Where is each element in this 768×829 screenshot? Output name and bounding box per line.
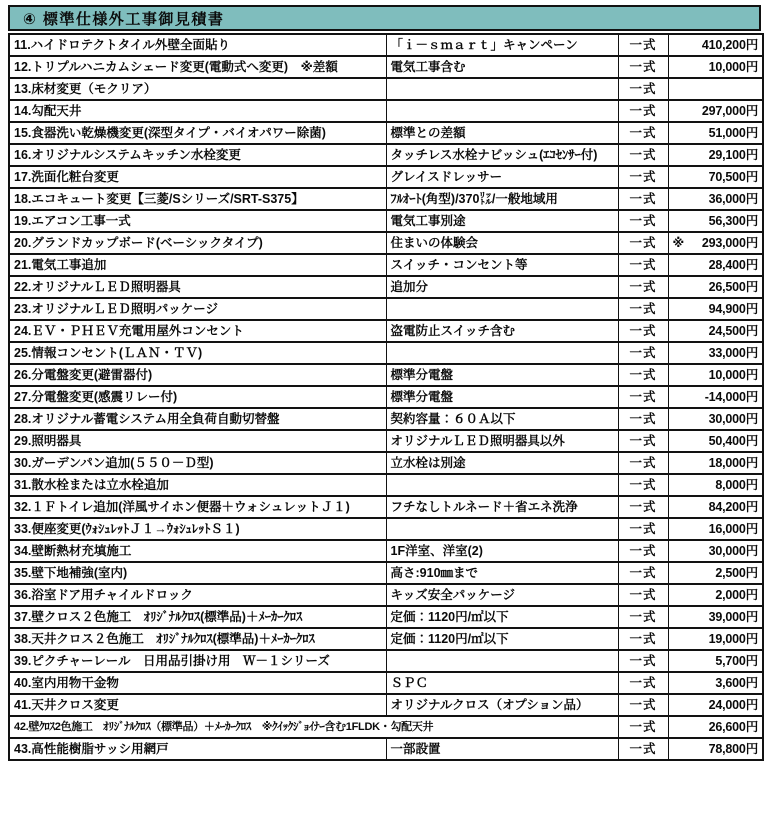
price-cell: [668, 364, 763, 386]
unit-cell: 一式: [618, 628, 668, 650]
price-wrap: [673, 475, 759, 495]
item-cell: 26.分電盤変更(避雷器付): [9, 364, 386, 386]
unit-cell: 一式: [618, 34, 668, 56]
price-wrap: [673, 123, 759, 143]
price-wrap: [673, 585, 759, 605]
price-cell: [668, 56, 763, 78]
price-cell: [668, 694, 763, 716]
unit-cell: 一式: [618, 584, 668, 606]
unit-cell: 一式: [618, 496, 668, 518]
price-cell: [668, 738, 763, 760]
table-row: [9, 122, 763, 144]
price-cell: [668, 672, 763, 694]
unit-cell: 一式: [618, 100, 668, 122]
price-wrap: [673, 299, 759, 319]
note-cell: [386, 518, 618, 540]
price-amount: 84,200円: [708, 500, 758, 514]
item-cell: 31.散水栓または立水栓追加: [9, 474, 386, 496]
price-wrap: [673, 563, 759, 583]
table-row: [9, 408, 763, 430]
item-cell: 14.勾配天井: [9, 100, 386, 122]
price-cell: [668, 122, 763, 144]
note-cell: フチなしトルネード＋省エネ洗浄: [386, 496, 618, 518]
note-cell: ＳＰＣ: [386, 672, 618, 694]
price-wrap: [673, 387, 759, 407]
price-wrap: [673, 453, 759, 473]
item-cell: 40.室内用物干金物: [9, 672, 386, 694]
price-cell: [668, 628, 763, 650]
note-cell: 定価：1120円/㎡以下: [386, 606, 618, 628]
item-cell: 38.天井クロス２色施工 ｵﾘｼﾞﾅﾙｸﾛｽ(標準品)＋ﾒｰｶｰｸﾛｽ: [9, 628, 386, 650]
item-cell: 20.グランドカップボード(ベーシックタイプ): [9, 232, 386, 254]
note-cell: [386, 474, 618, 496]
price-cell: [668, 254, 763, 276]
price-amount: 50,400円: [708, 434, 758, 448]
table-row: [9, 364, 763, 386]
item-cell: 34.壁断熱材充填施工: [9, 540, 386, 562]
unit-cell: 一式: [618, 474, 668, 496]
price-amount: 30,000円: [708, 544, 758, 558]
table-row: [9, 672, 763, 694]
price-cell: [668, 716, 763, 738]
price-amount: 39,000円: [708, 610, 758, 624]
price-cell: [668, 144, 763, 166]
unit-cell: 一式: [618, 188, 668, 210]
item-cell: 41.天井クロス変更: [9, 694, 386, 716]
price-cell: [668, 232, 763, 254]
price-amount: 26,600円: [708, 720, 758, 734]
table-row: [9, 298, 763, 320]
unit-cell: 一式: [618, 672, 668, 694]
price-cell: [668, 320, 763, 342]
note-cell: 標準分電盤: [386, 386, 618, 408]
price-amount: 2,000円: [715, 588, 758, 602]
note-cell: ﾌﾙｵｰﾄ(角型)/370㍑/一般地域用: [386, 188, 618, 210]
price-cell: [668, 540, 763, 562]
price-wrap: [673, 101, 759, 121]
price-amount: 24,500円: [708, 324, 758, 338]
note-cell: 電気工事含む: [386, 56, 618, 78]
item-cell: 12.トリプルハニカムシェード変更(電動式へ変更) ※差額: [9, 56, 386, 78]
unit-cell: 一式: [618, 562, 668, 584]
table-row: [9, 254, 763, 276]
item-cell: 17.洗面化粧台変更: [9, 166, 386, 188]
price-cell: [668, 496, 763, 518]
price-wrap: [673, 629, 759, 649]
table-row: [9, 100, 763, 122]
price-amount: 297,000円: [701, 104, 758, 118]
table-row: [9, 452, 763, 474]
item-cell: 15.食器洗い乾燥機変更(深型タイプ・バイオパワー除菌): [9, 122, 386, 144]
note-cell: [386, 650, 618, 672]
note-cell: タッチレス水栓ナビッシュ(ｴｺｾﾝｻｰ付): [386, 144, 618, 166]
table-row: [9, 232, 763, 254]
unit-cell: 一式: [618, 694, 668, 716]
note-cell: スイッチ・コンセント等: [386, 254, 618, 276]
item-cell: 27.分電盤変更(感震リレー付): [9, 386, 386, 408]
price-cell: [668, 276, 763, 298]
price-wrap: [673, 497, 759, 517]
price-wrap: [673, 277, 759, 297]
estimate-table: [8, 33, 764, 761]
price-amount: 10,000円: [708, 60, 758, 74]
price-cell: [668, 606, 763, 628]
note-cell: 「ｉ－ｓｍａｒｔ」キャンペーン: [386, 34, 618, 56]
unit-cell: 一式: [618, 166, 668, 188]
unit-cell: 一式: [618, 540, 668, 562]
table-row: [9, 166, 763, 188]
unit-cell: 一式: [618, 452, 668, 474]
note-cell: 高さ:910㎜まで: [386, 562, 618, 584]
section-header: [8, 5, 761, 31]
item-cell: 22.オリジナルＬＥＤ照明器具: [9, 276, 386, 298]
unit-cell: 一式: [618, 606, 668, 628]
price-amount: 293,000円: [701, 236, 758, 250]
item-cell: 30.ガーデンパン追加(５５０－Ｄ型): [9, 452, 386, 474]
note-cell: 立水栓は別途: [386, 452, 618, 474]
price-wrap: [673, 673, 759, 693]
unit-cell: 一式: [618, 342, 668, 364]
note-cell: キッズ安全パッケージ: [386, 584, 618, 606]
price-wrap: [673, 431, 759, 451]
price-amount: 56,300円: [708, 214, 758, 228]
price-amount: 2,500円: [715, 566, 758, 580]
table-row: [9, 342, 763, 364]
unit-cell: 一式: [618, 364, 668, 386]
unit-cell: 一式: [618, 320, 668, 342]
item-cell: 18.エコキュート変更【三菱/Sシリーズ/SRT-S375】: [9, 188, 386, 210]
table-row: [9, 628, 763, 650]
unit-cell: 一式: [618, 122, 668, 144]
price-amount: 36,000円: [708, 192, 758, 206]
table-row: [9, 584, 763, 606]
price-cell: [668, 452, 763, 474]
price-amount: 16,000円: [708, 522, 758, 536]
unit-cell: 一式: [618, 650, 668, 672]
table-row: [9, 716, 763, 738]
price-wrap: [673, 717, 759, 737]
price-cell: [668, 562, 763, 584]
price-cell: [668, 584, 763, 606]
price-cell: [668, 78, 763, 100]
price-wrap: [673, 365, 759, 385]
price-wrap: [673, 167, 759, 187]
price-cell: [668, 408, 763, 430]
price-wrap: [673, 695, 759, 715]
unit-cell: 一式: [618, 716, 668, 738]
unit-cell: 一式: [618, 298, 668, 320]
table-row: [9, 276, 763, 298]
price-wrap: [673, 255, 759, 275]
price-amount: 3,600円: [715, 676, 758, 690]
item-cell: 19.エアコン工事一式: [9, 210, 386, 232]
price-cell: [668, 518, 763, 540]
item-cell: 33.便座変更(ｳｫｼｭﾚｯﾄＪ１→ｳｫｼｭﾚｯﾄＳ１): [9, 518, 386, 540]
note-cell: [386, 342, 618, 364]
item-cell: 43.高性能樹脂サッシ用網戸: [9, 738, 386, 760]
price-amount: 410,200円: [701, 38, 758, 52]
table-row: [9, 430, 763, 452]
item-cell: 21.電気工事追加: [9, 254, 386, 276]
note-cell: グレイスドレッサー: [386, 166, 618, 188]
table-row: [9, 386, 763, 408]
item-cell: 29.照明器具: [9, 430, 386, 452]
note-cell: [386, 298, 618, 320]
item-cell: 35.壁下地補強(室内): [9, 562, 386, 584]
item-cell: 32.１Ｆトイレ追加(洋風サイホン便器＋ウォシュレットＪ１): [9, 496, 386, 518]
item-cell: 11.ハイドロテクトタイル外壁全面貼り: [9, 34, 386, 56]
price-amount: 78,800円: [708, 742, 758, 756]
price-cell: [668, 342, 763, 364]
note-cell: オリジナルクロス（オプション品）: [386, 694, 618, 716]
price-amount: 18,000円: [708, 456, 758, 470]
table-row: [9, 56, 763, 78]
price-cell: [668, 100, 763, 122]
note-cell: 契約容量：６０Ａ以下: [386, 408, 618, 430]
price-wrap: [673, 35, 759, 55]
note-cell: 盗電防止スイッチ含む: [386, 320, 618, 342]
unit-cell: 一式: [618, 56, 668, 78]
item-cell: 36.浴室ドア用チャイルドロック: [9, 584, 386, 606]
price-wrap: [673, 57, 759, 77]
item-cell: 42.壁ｸﾛｽ2色施工 ｵﾘｼﾞﾅﾙｸﾛｽ（標準品）＋ﾒｰｶｰｸﾛｽ ※ｸｲｯｸｼﾞｮｲﾅｰ含む1FLDK・勾配天井: [9, 716, 618, 738]
unit-cell: 一式: [618, 232, 668, 254]
price-amount: 30,000円: [708, 412, 758, 426]
table-row: [9, 738, 763, 760]
table-row: [9, 78, 763, 100]
price-amount: 29,100円: [708, 148, 758, 162]
price-amount: 19,000円: [708, 632, 758, 646]
note-cell: 電気工事別途: [386, 210, 618, 232]
table-row: [9, 210, 763, 232]
reference-mark: ※: [672, 236, 685, 250]
note-cell: 一部設置: [386, 738, 618, 760]
unit-cell: 一式: [618, 254, 668, 276]
price-amount: 94,900円: [708, 302, 758, 316]
price-amount: 28,400円: [708, 258, 758, 272]
unit-cell: 一式: [618, 144, 668, 166]
table-row: [9, 650, 763, 672]
price-wrap: [673, 541, 759, 561]
price-cell: [668, 386, 763, 408]
price-amount: 33,000円: [708, 346, 758, 360]
price-wrap: [673, 519, 759, 539]
item-cell: 37.壁クロス２色施工 ｵﾘｼﾞﾅﾙｸﾛｽ(標準品)＋ﾒｰｶｰｸﾛｽ: [9, 606, 386, 628]
table-row: [9, 540, 763, 562]
note-cell: [386, 78, 618, 100]
unit-cell: 一式: [618, 78, 668, 100]
item-cell: 24.ＥＶ・ＰＨＥＶ充電用屋外コンセント: [9, 320, 386, 342]
price-cell: [668, 34, 763, 56]
price-amount: 10,000円: [708, 368, 758, 382]
price-cell: [668, 474, 763, 496]
table-row: [9, 518, 763, 540]
unit-cell: 一式: [618, 276, 668, 298]
price-wrap: [673, 607, 759, 627]
note-cell: 住まいの体験会: [386, 232, 618, 254]
note-cell: 標準分電盤: [386, 364, 618, 386]
price-wrap: [673, 211, 759, 231]
item-cell: 13.床材変更（モクリア）: [9, 78, 386, 100]
price-cell: [668, 298, 763, 320]
table-row: [9, 694, 763, 716]
note-cell: 1F洋室、洋室(2): [386, 540, 618, 562]
table-row: [9, 188, 763, 210]
table-row: [9, 606, 763, 628]
price-amount: 51,000円: [708, 126, 758, 140]
price-wrap: [673, 233, 759, 253]
price-wrap: [673, 651, 759, 671]
price-amount: 5,700円: [715, 654, 758, 668]
price-cell: [668, 430, 763, 452]
table-row: [9, 496, 763, 518]
unit-cell: 一式: [618, 518, 668, 540]
price-wrap: [673, 739, 759, 759]
table-row: [9, 144, 763, 166]
price-amount: 26,500円: [708, 280, 758, 294]
price-wrap: [673, 321, 759, 341]
unit-cell: 一式: [618, 430, 668, 452]
note-cell: 定価：1120円/㎡以下: [386, 628, 618, 650]
price-cell: [668, 210, 763, 232]
unit-cell: 一式: [618, 738, 668, 760]
table-row: [9, 34, 763, 56]
price-wrap: [673, 145, 759, 165]
price-cell: [668, 650, 763, 672]
price-amount: 70,500円: [708, 170, 758, 184]
estimate-table-body: [9, 34, 763, 760]
note-cell: 追加分: [386, 276, 618, 298]
item-cell: 25.情報コンセント(ＬＡＮ・ＴＶ): [9, 342, 386, 364]
price-amount: -14,000円: [704, 390, 758, 404]
note-cell: オリジナルＬＥＤ照明器具以外: [386, 430, 618, 452]
price-amount: 24,000円: [708, 698, 758, 712]
unit-cell: 一式: [618, 210, 668, 232]
item-cell: 23.オリジナルＬＥＤ照明パッケージ: [9, 298, 386, 320]
price-wrap: [673, 409, 759, 429]
table-row: [9, 320, 763, 342]
price-amount: 8,000円: [715, 478, 758, 492]
unit-cell: 一式: [618, 386, 668, 408]
note-cell: 標準との差額: [386, 122, 618, 144]
price-wrap: [673, 343, 759, 363]
section-title: ④ 標準仕様外工事御見積書: [23, 10, 225, 28]
note-cell: [386, 100, 618, 122]
price-cell: [668, 188, 763, 210]
item-cell: 39.ピクチャーレール 日用品引掛け用 Ｗ－１シリーズ: [9, 650, 386, 672]
price-cell: [668, 166, 763, 188]
table-row: [9, 562, 763, 584]
unit-cell: 一式: [618, 408, 668, 430]
item-cell: 16.オリジナルシステムキッチン水栓変更: [9, 144, 386, 166]
price-wrap: [673, 189, 759, 209]
table-row: [9, 474, 763, 496]
item-cell: 28.オリジナル蓄電システム用全負荷自動切替盤: [9, 408, 386, 430]
